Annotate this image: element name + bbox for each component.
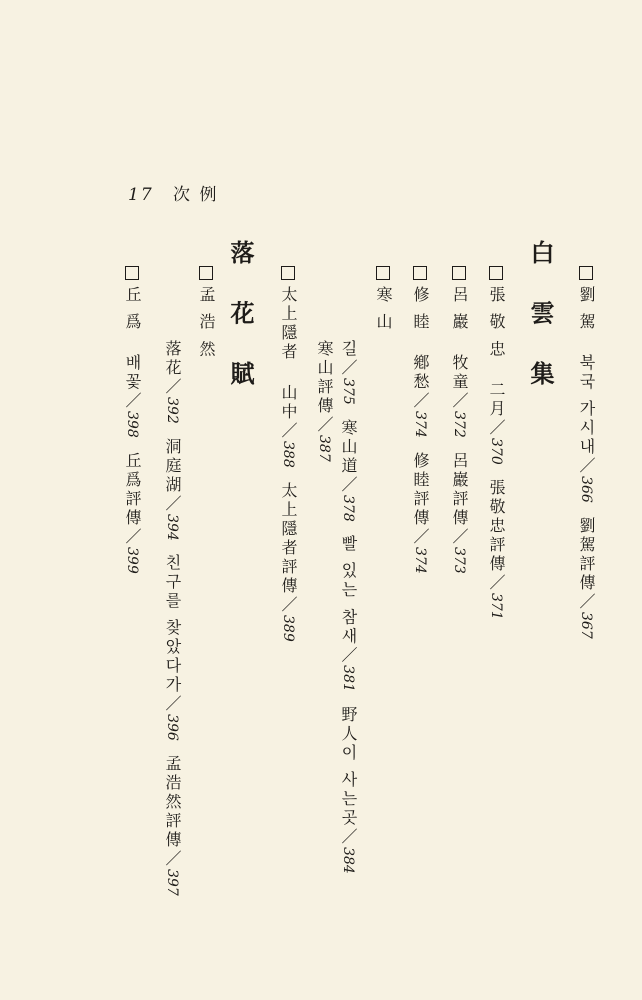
- work-entry: [339, 706, 358, 874]
- page-ref: 394: [164, 513, 180, 541]
- work-title: 呂巖評傳: [450, 451, 469, 528]
- slash-separator: ／: [411, 527, 430, 547]
- slash-separator: ／: [339, 828, 358, 848]
- page-ref: 374: [412, 546, 428, 574]
- work-title: 丘爲評傳: [123, 451, 142, 528]
- page-ref: 371: [488, 592, 504, 620]
- work-title: 張敬忠評傳: [487, 478, 506, 574]
- slash-separator: ／: [577, 592, 596, 612]
- toc-column: [488, 266, 504, 634]
- toc-column: [375, 266, 391, 354]
- work-entry: [577, 517, 596, 639]
- page-ref: 366: [578, 476, 594, 503]
- slash-separator: ／: [339, 646, 358, 666]
- work-title: 洞庭湖: [163, 437, 182, 495]
- slash-separator: ／: [339, 359, 358, 378]
- page-ref: 389: [280, 614, 296, 642]
- section-heading: [226, 240, 255, 399]
- work-entry: [339, 535, 358, 692]
- work-title: 寒山道: [339, 418, 358, 476]
- poet-name: 太上隱者: [279, 286, 298, 362]
- poet-name: 孟 浩 然: [197, 286, 216, 360]
- slash-separator: ／: [315, 416, 334, 435]
- work-entry: [450, 354, 469, 438]
- work-title: 친구를 찾았다가: [163, 554, 182, 696]
- page-ref: 374: [412, 411, 428, 438]
- slash-separator: ／: [487, 419, 506, 439]
- toc-column: [451, 266, 467, 588]
- checkbox-square-icon: [281, 266, 295, 280]
- work-entry: [487, 479, 506, 620]
- toc-column: [280, 266, 296, 655]
- slash-separator: ／: [577, 457, 596, 477]
- work-title: 落花: [163, 340, 182, 378]
- checkbox-square-icon: [489, 266, 503, 280]
- slash-separator: ／: [450, 392, 469, 412]
- work-title: 북국 가시내: [577, 354, 596, 458]
- page-ref: 367: [578, 611, 594, 639]
- poet-name: 呂 巖: [450, 286, 469, 333]
- slash-separator: ／: [123, 527, 142, 547]
- page-ref: 396: [164, 714, 180, 742]
- work-title: 山中: [279, 384, 298, 422]
- work-title: 孟浩然評傳: [163, 755, 182, 851]
- checkbox-square-icon: [579, 266, 593, 280]
- page-ref: 387: [316, 435, 332, 462]
- toc-column: [316, 340, 332, 476]
- poet-name: 張 敬 忠: [487, 286, 506, 360]
- checkbox-square-icon: [376, 266, 390, 280]
- page-ref: 373: [451, 546, 467, 574]
- work-entry: [315, 340, 334, 462]
- page-ref: 388: [280, 441, 296, 468]
- work-title: 二月: [487, 381, 506, 420]
- work-entry: [487, 381, 506, 465]
- toc-column: [164, 340, 180, 910]
- poet-name: 修 睦: [411, 286, 430, 333]
- work-title: 劉駕評傳: [577, 516, 596, 593]
- work-entry: [163, 554, 182, 741]
- work-entry: [279, 384, 298, 468]
- work-title: 길: [339, 340, 358, 359]
- checkbox-square-icon: [413, 266, 427, 280]
- page-header: [128, 180, 218, 205]
- slash-separator: ／: [163, 378, 182, 397]
- toc-column: [340, 340, 356, 888]
- header-label: 次 例: [173, 185, 219, 205]
- page-ref: 375: [340, 378, 356, 405]
- page-ref: 370: [488, 438, 504, 465]
- checkbox-square-icon: [452, 266, 466, 280]
- slash-separator: ／: [163, 695, 182, 715]
- work-title: 太上隱者評傳: [279, 481, 298, 596]
- slash-separator: ／: [339, 475, 358, 495]
- toc-column: [124, 266, 140, 588]
- poet-name: 寒 山: [374, 286, 393, 333]
- work-entry: [339, 340, 358, 405]
- checkbox-square-icon: [199, 266, 213, 280]
- page-ref: 384: [340, 847, 356, 875]
- toc-column: [412, 266, 428, 588]
- poet-name: 丘 爲: [123, 286, 142, 333]
- slash-separator: ／: [450, 527, 469, 547]
- page-ref: 378: [340, 494, 356, 522]
- work-entry: [339, 419, 358, 522]
- page-ref: 397: [164, 869, 180, 897]
- slash-separator: ／: [163, 494, 182, 514]
- work-entry: [450, 452, 469, 574]
- work-title: 修睦評傳: [411, 451, 430, 528]
- section-title: 落 花 賦: [226, 240, 255, 399]
- slash-separator: ／: [279, 422, 298, 441]
- work-entry: [279, 482, 298, 642]
- work-title: 배꽃: [123, 354, 142, 393]
- toc-column: [198, 266, 214, 381]
- toc-column: [578, 266, 594, 653]
- work-entry: [163, 438, 182, 541]
- section-title: 白 雲 集: [526, 240, 555, 399]
- page-ref: 381: [340, 665, 356, 693]
- page-number: 17: [128, 185, 154, 205]
- work-title: 빨 있는 참새: [339, 535, 358, 647]
- work-entry: [411, 354, 430, 438]
- slash-separator: ／: [163, 850, 182, 870]
- work-entry: [123, 354, 142, 438]
- work-title: 野人이 사는곳: [339, 706, 358, 829]
- work-entry: [577, 354, 596, 503]
- work-title: 寒山評傳: [315, 340, 334, 416]
- work-entry: [411, 452, 430, 574]
- section-heading: [526, 240, 555, 399]
- work-title: 鄕愁: [411, 354, 430, 393]
- work-entry: [123, 452, 142, 574]
- page-ref: 372: [451, 411, 467, 438]
- work-title: 牧童: [450, 354, 469, 393]
- work-entry: [163, 755, 182, 896]
- slash-separator: ／: [279, 595, 298, 615]
- page-ref: 399: [124, 546, 140, 574]
- slash-separator: ／: [123, 392, 142, 412]
- page-ref: 392: [164, 397, 180, 424]
- slash-separator: ／: [487, 573, 506, 593]
- slash-separator: ／: [411, 392, 430, 412]
- checkbox-square-icon: [125, 266, 139, 280]
- poet-name: 劉 駕: [577, 286, 596, 333]
- page-ref: 398: [124, 411, 140, 438]
- work-entry: [163, 340, 182, 424]
